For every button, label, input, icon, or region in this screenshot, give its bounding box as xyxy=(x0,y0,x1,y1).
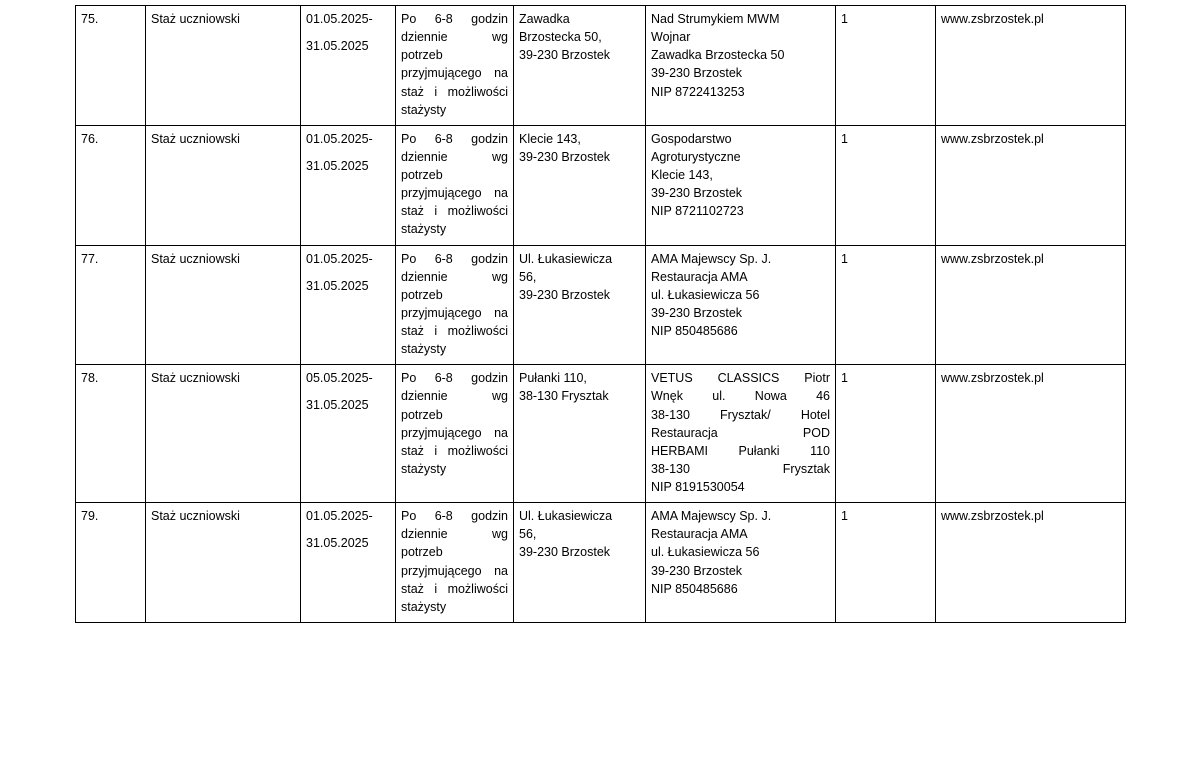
row-www: www.zsbrzostek.pl xyxy=(941,371,1044,386)
row-count: 1 xyxy=(841,251,848,266)
employer-line: 39-230 Brzostek xyxy=(651,563,743,578)
row-number: 79. xyxy=(81,509,99,524)
cell-hours xyxy=(396,125,514,245)
employer-line: Klecie 143, xyxy=(651,168,713,182)
cell-count xyxy=(836,503,936,623)
cell-place xyxy=(514,125,646,245)
employer-line: Gospodarstwo xyxy=(651,131,732,146)
cell-type xyxy=(146,245,301,365)
row-hours: Po 6-8 godzin dziennie wg potrzeb przyjmującego na staż i możliwości stażysty xyxy=(401,12,508,117)
row-number: 78. xyxy=(81,371,99,386)
date-from: 01.05.2025- xyxy=(306,131,373,146)
cell-number xyxy=(76,6,146,126)
cell-type xyxy=(146,6,301,126)
row-number: 77. xyxy=(81,251,99,266)
employer-line: Wojnar xyxy=(651,30,691,45)
date-to: 31.05.2025 xyxy=(306,39,369,54)
employer-line: 39-230 Brzostek xyxy=(651,305,743,320)
row-type: Staż uczniowski xyxy=(151,251,240,266)
employer-line: 39-230 Brzostek xyxy=(651,186,743,201)
row-count: 1 xyxy=(841,509,848,524)
date-to: 31.05.2025 xyxy=(306,536,369,551)
row-number: 76. xyxy=(81,131,99,146)
cell-type xyxy=(146,125,301,245)
employer-line: AMA Majewscy Sp. J. xyxy=(651,509,772,524)
table-row xyxy=(76,245,1126,365)
employer-line: AMA Majewscy Sp. J. xyxy=(651,251,772,266)
employer-line: Restauracja POD xyxy=(651,425,830,440)
row-hours: Po 6-8 godzin dziennie wg potrzeb przyjmującego na staż i możliwości stażysty xyxy=(401,131,508,237)
cell-place xyxy=(514,245,646,365)
table-row xyxy=(76,125,1126,245)
row-count: 1 xyxy=(841,371,848,386)
date-spacer xyxy=(306,268,390,277)
employer-line: NIP 8722413253 xyxy=(651,84,745,99)
date-to: 31.05.2025 xyxy=(306,158,369,173)
row-type: Staż uczniowski xyxy=(151,509,240,524)
cell-type xyxy=(146,365,301,503)
table-body xyxy=(76,6,1126,623)
cell-hours xyxy=(396,503,514,623)
cell-employer xyxy=(646,6,836,126)
date-spacer xyxy=(306,148,390,157)
place-line: Klecie 143, xyxy=(519,131,581,146)
place-line: 39-230 Brzostek xyxy=(519,287,611,302)
cell-employer xyxy=(646,245,836,365)
date-from: 01.05.2025- xyxy=(306,12,373,26)
date-to: 31.05.2025 xyxy=(306,278,369,293)
employer-line: ul. Łukasiewicza 56 xyxy=(651,545,760,560)
row-type: Staż uczniowski xyxy=(151,371,240,386)
row-www: www.zsbrzostek.pl xyxy=(941,12,1044,26)
place-line: Ul. Łukasiewicza xyxy=(519,251,613,266)
employer-line: VETUS CLASSICS Piotr xyxy=(651,371,830,386)
employer-line: Nad Strumykiem MWM xyxy=(651,12,780,26)
place-line: Zawadka xyxy=(519,12,570,26)
employer-line: Zawadka Brzostecka 50 xyxy=(651,48,785,63)
cell-number xyxy=(76,245,146,365)
place-line: 39-230 Brzostek xyxy=(519,48,611,63)
cell-employer xyxy=(646,125,836,245)
date-from: 01.05.2025- xyxy=(306,251,373,266)
cell-dates xyxy=(301,365,396,503)
cell-dates xyxy=(301,125,396,245)
date-spacer xyxy=(306,28,390,37)
row-type: Staż uczniowski xyxy=(151,131,240,146)
cell-www xyxy=(936,125,1126,245)
date-spacer xyxy=(306,525,390,534)
place-line: 38-130 Frysztak xyxy=(519,389,609,404)
cell-number xyxy=(76,365,146,503)
employer-line: Restauracja AMA xyxy=(651,269,748,284)
date-from: 05.05.2025- xyxy=(306,371,373,386)
cell-hours xyxy=(396,245,514,365)
cell-employer xyxy=(646,503,836,623)
employer-line: NIP 8721102723 xyxy=(651,204,744,219)
employer-line: HERBAMI Pułanki 110 xyxy=(651,443,830,458)
employer-line: 38-130 Frysztak/ Hotel xyxy=(651,407,830,422)
date-spacer xyxy=(306,387,390,396)
place-line: Pułanki 110, xyxy=(519,371,587,386)
date-to: 31.05.2025 xyxy=(306,398,369,413)
cell-type xyxy=(146,503,301,623)
cell-place xyxy=(514,503,646,623)
cell-hours xyxy=(396,365,514,503)
cell-dates xyxy=(301,503,396,623)
place-line: 39-230 Brzostek xyxy=(519,149,611,164)
cell-www xyxy=(936,6,1126,126)
place-line: Brzostecka 50, xyxy=(519,30,602,45)
cell-www xyxy=(936,245,1126,365)
cell-count xyxy=(836,365,936,503)
cell-number xyxy=(76,125,146,245)
row-number: 75. xyxy=(81,12,99,26)
employer-line: NIP 850485686 xyxy=(651,581,738,596)
cell-dates xyxy=(301,6,396,126)
place-line: Ul. Łukasiewicza xyxy=(519,509,613,524)
cell-www xyxy=(936,365,1126,503)
cell-hours xyxy=(396,6,514,126)
cell-number xyxy=(76,503,146,623)
table-row xyxy=(76,503,1126,623)
row-www: www.zsbrzostek.pl xyxy=(941,509,1044,524)
employer-line: 38-130 Frysztak xyxy=(651,461,830,476)
employer-line: 39-230 Brzostek xyxy=(651,66,743,81)
row-www: www.zsbrzostek.pl xyxy=(941,251,1044,266)
cell-count xyxy=(836,6,936,126)
employer-line: ul. Łukasiewicza 56 xyxy=(651,287,760,302)
employer-line: Agroturystyczne xyxy=(651,149,741,164)
internship-table xyxy=(75,5,1126,623)
place-line: 56, xyxy=(519,527,537,542)
cell-count xyxy=(836,245,936,365)
employer-line: Restauracja AMA xyxy=(651,527,748,542)
cell-place xyxy=(514,6,646,126)
employer-line: NIP 8191530054 xyxy=(651,480,745,494)
row-hours: Po 6-8 godzin dziennie wg potrzeb przyjmującego na staż i możliwości stażysty xyxy=(401,509,508,614)
cell-dates xyxy=(301,245,396,365)
row-hours: Po 6-8 godzin dziennie wg potrzeb przyjmującego na staż i możliwości stażysty xyxy=(401,371,508,476)
employer-line: Wnęk ul. Nowa 46 xyxy=(651,389,830,404)
cell-employer xyxy=(646,365,836,503)
row-hours: Po 6-8 godzin dziennie wg potrzeb przyjmującego na staż i możliwości stażysty xyxy=(401,251,508,357)
place-line: 39-230 Brzostek xyxy=(519,545,611,560)
row-www: www.zsbrzostek.pl xyxy=(941,131,1044,146)
row-type: Staż uczniowski xyxy=(151,12,240,26)
place-line: 56, xyxy=(519,269,537,284)
table-row xyxy=(76,6,1126,126)
employer-line: NIP 850485686 xyxy=(651,324,738,338)
cell-place xyxy=(514,365,646,503)
row-count: 1 xyxy=(841,131,848,146)
table-row xyxy=(76,365,1126,503)
date-from: 01.05.2025- xyxy=(306,509,373,524)
cell-www xyxy=(936,503,1126,623)
row-count: 1 xyxy=(841,12,848,26)
cell-count xyxy=(836,125,936,245)
